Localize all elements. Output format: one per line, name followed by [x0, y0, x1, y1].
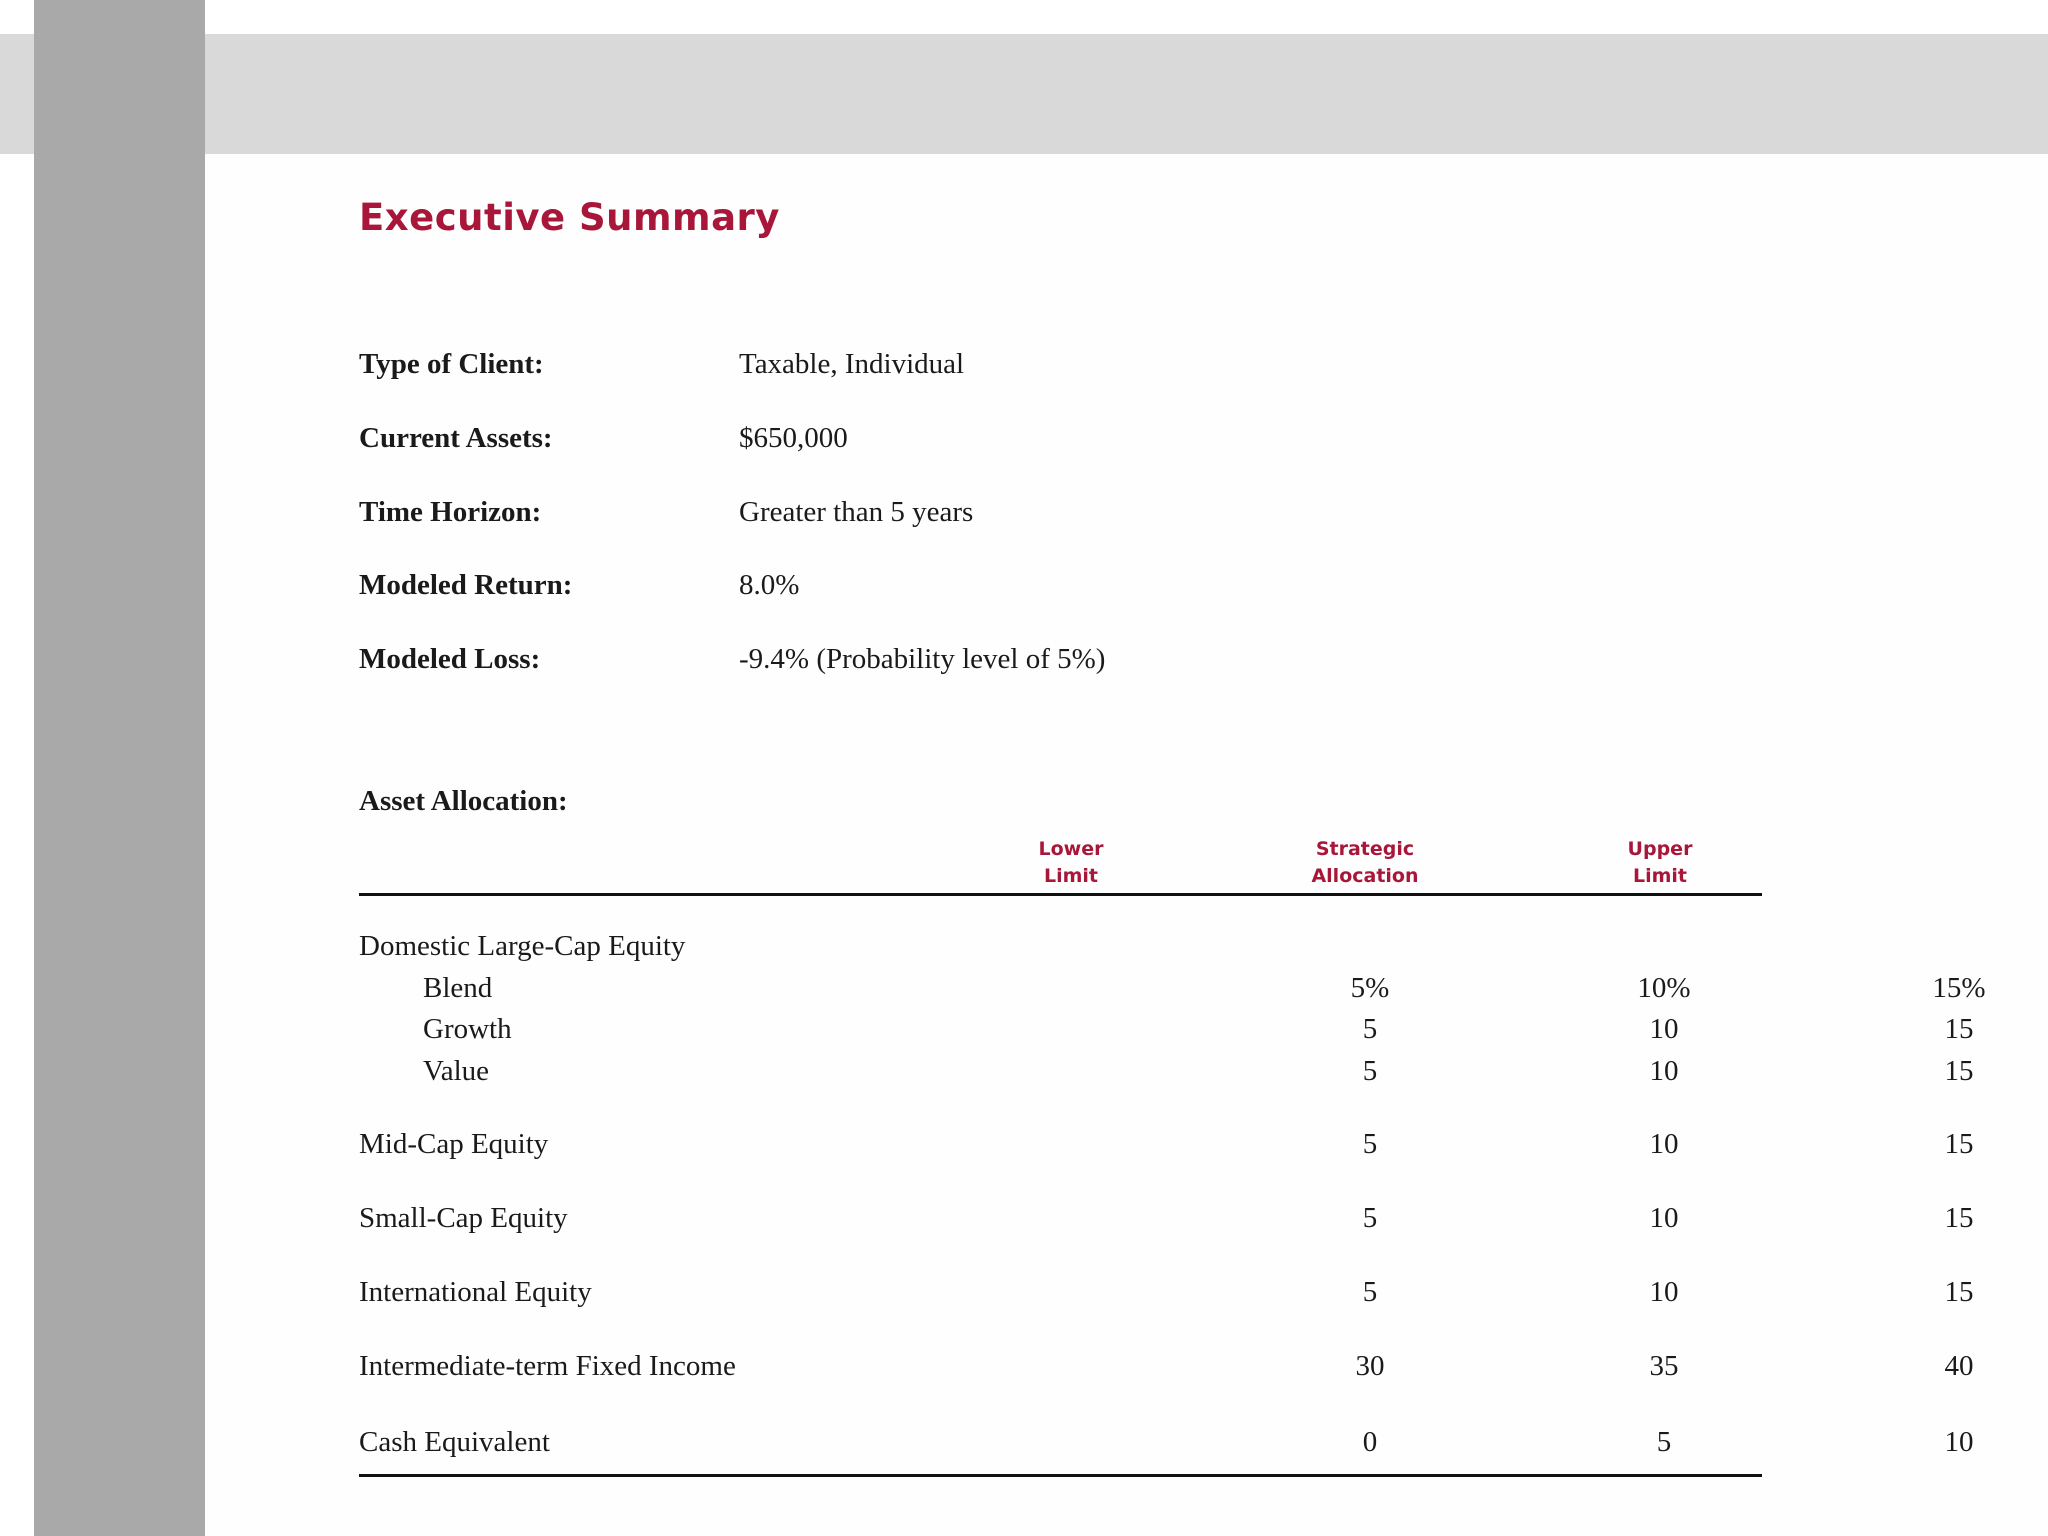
strategic-allocation-cell: 10 [1649, 1055, 1679, 1087]
info-row-current-assets [359, 418, 848, 458]
info-value: $650,000 [739, 421, 848, 454]
info-value: -9.4% (Probability level of 5%) [739, 642, 1106, 675]
info-value: Taxable, Individual [739, 347, 965, 380]
table-group-row [359, 926, 1762, 966]
upper-limit-cell: 40 [1944, 1350, 1974, 1382]
strategic-allocation-cell: 5 [1656, 1426, 1672, 1458]
upper-limit-cell: 15 [1944, 1276, 1974, 1308]
lower-limit-cell: 5 [1362, 1202, 1378, 1234]
strategic-allocation-cell: 10 [1649, 1013, 1679, 1045]
strategic-allocation-cell: 10 [1649, 1202, 1679, 1234]
asset-allocation-label: Asset Allocation: [359, 785, 568, 817]
row-label: Mid-Cap Equity [359, 1128, 549, 1160]
row-label: Cash Equivalent [359, 1426, 550, 1458]
info-row-time-horizon [359, 492, 973, 532]
table-row [359, 1422, 1974, 1462]
page-title: Executive Summary [359, 196, 780, 239]
table-row [359, 1009, 1974, 1049]
row-label: International Equity [359, 1276, 592, 1308]
table-row [359, 1124, 1974, 1164]
lower-limit-cell: 5 [1362, 1276, 1378, 1308]
lower-limit-cell: 30 [1355, 1350, 1385, 1382]
row-label: Blend [423, 972, 493, 1004]
column-header-lower-limit: Lower Limit [1038, 838, 1104, 887]
table-row [359, 1198, 1974, 1238]
lower-limit-cell: 5 [1362, 1128, 1378, 1160]
info-row-modeled-loss [359, 639, 1105, 679]
upper-limit-cell: 10 [1944, 1426, 1974, 1458]
table-top-rule [359, 893, 1762, 896]
header-band [0, 34, 2048, 154]
row-label: Value [423, 1055, 490, 1087]
table-bottom-rule [359, 1474, 1762, 1477]
column-header-upper-limit: Upper Limit [1627, 838, 1693, 887]
upper-limit-cell: 15 [1944, 1128, 1974, 1160]
table-row [359, 968, 1986, 1008]
strategic-allocation-cell: 10% [1637, 972, 1691, 1004]
row-label: Domestic Large-Cap Equity [359, 930, 686, 962]
table-row [359, 1272, 1974, 1312]
upper-limit-cell: 15 [1944, 1013, 1974, 1045]
lower-limit-cell: 5 [1362, 1013, 1378, 1045]
lower-limit-cell: 5% [1350, 972, 1390, 1004]
info-value: 8.0% [739, 568, 800, 601]
row-label: Intermediate-term Fixed Income [359, 1350, 736, 1382]
upper-limit-cell: 15% [1932, 972, 1986, 1004]
row-label: Growth [423, 1013, 512, 1045]
left-sidebar-bar [34, 0, 205, 1536]
table-row [359, 1051, 1974, 1091]
column-header-strategic-allocation: Strategic Allocation [1311, 838, 1419, 887]
info-row-client-type [359, 344, 964, 384]
table-row [359, 1346, 1974, 1386]
info-label: Current Assets: [359, 421, 553, 454]
strategic-allocation-cell: 10 [1649, 1276, 1679, 1308]
strategic-allocation-cell: 10 [1649, 1128, 1679, 1160]
upper-limit-cell: 15 [1944, 1202, 1974, 1234]
upper-limit-cell: 15 [1944, 1055, 1974, 1087]
strategic-allocation-cell: 35 [1649, 1350, 1679, 1382]
lower-limit-cell: 0 [1362, 1426, 1378, 1458]
info-value: Greater than 5 years [739, 495, 974, 528]
lower-limit-cell: 5 [1362, 1055, 1378, 1087]
row-label: Small-Cap Equity [359, 1202, 568, 1234]
info-label: Modeled Loss: [359, 642, 541, 675]
info-row-modeled-return [359, 565, 799, 605]
info-label: Time Horizon: [359, 495, 542, 528]
info-label: Modeled Return: [359, 568, 573, 601]
info-label: Type of Client: [359, 347, 544, 380]
